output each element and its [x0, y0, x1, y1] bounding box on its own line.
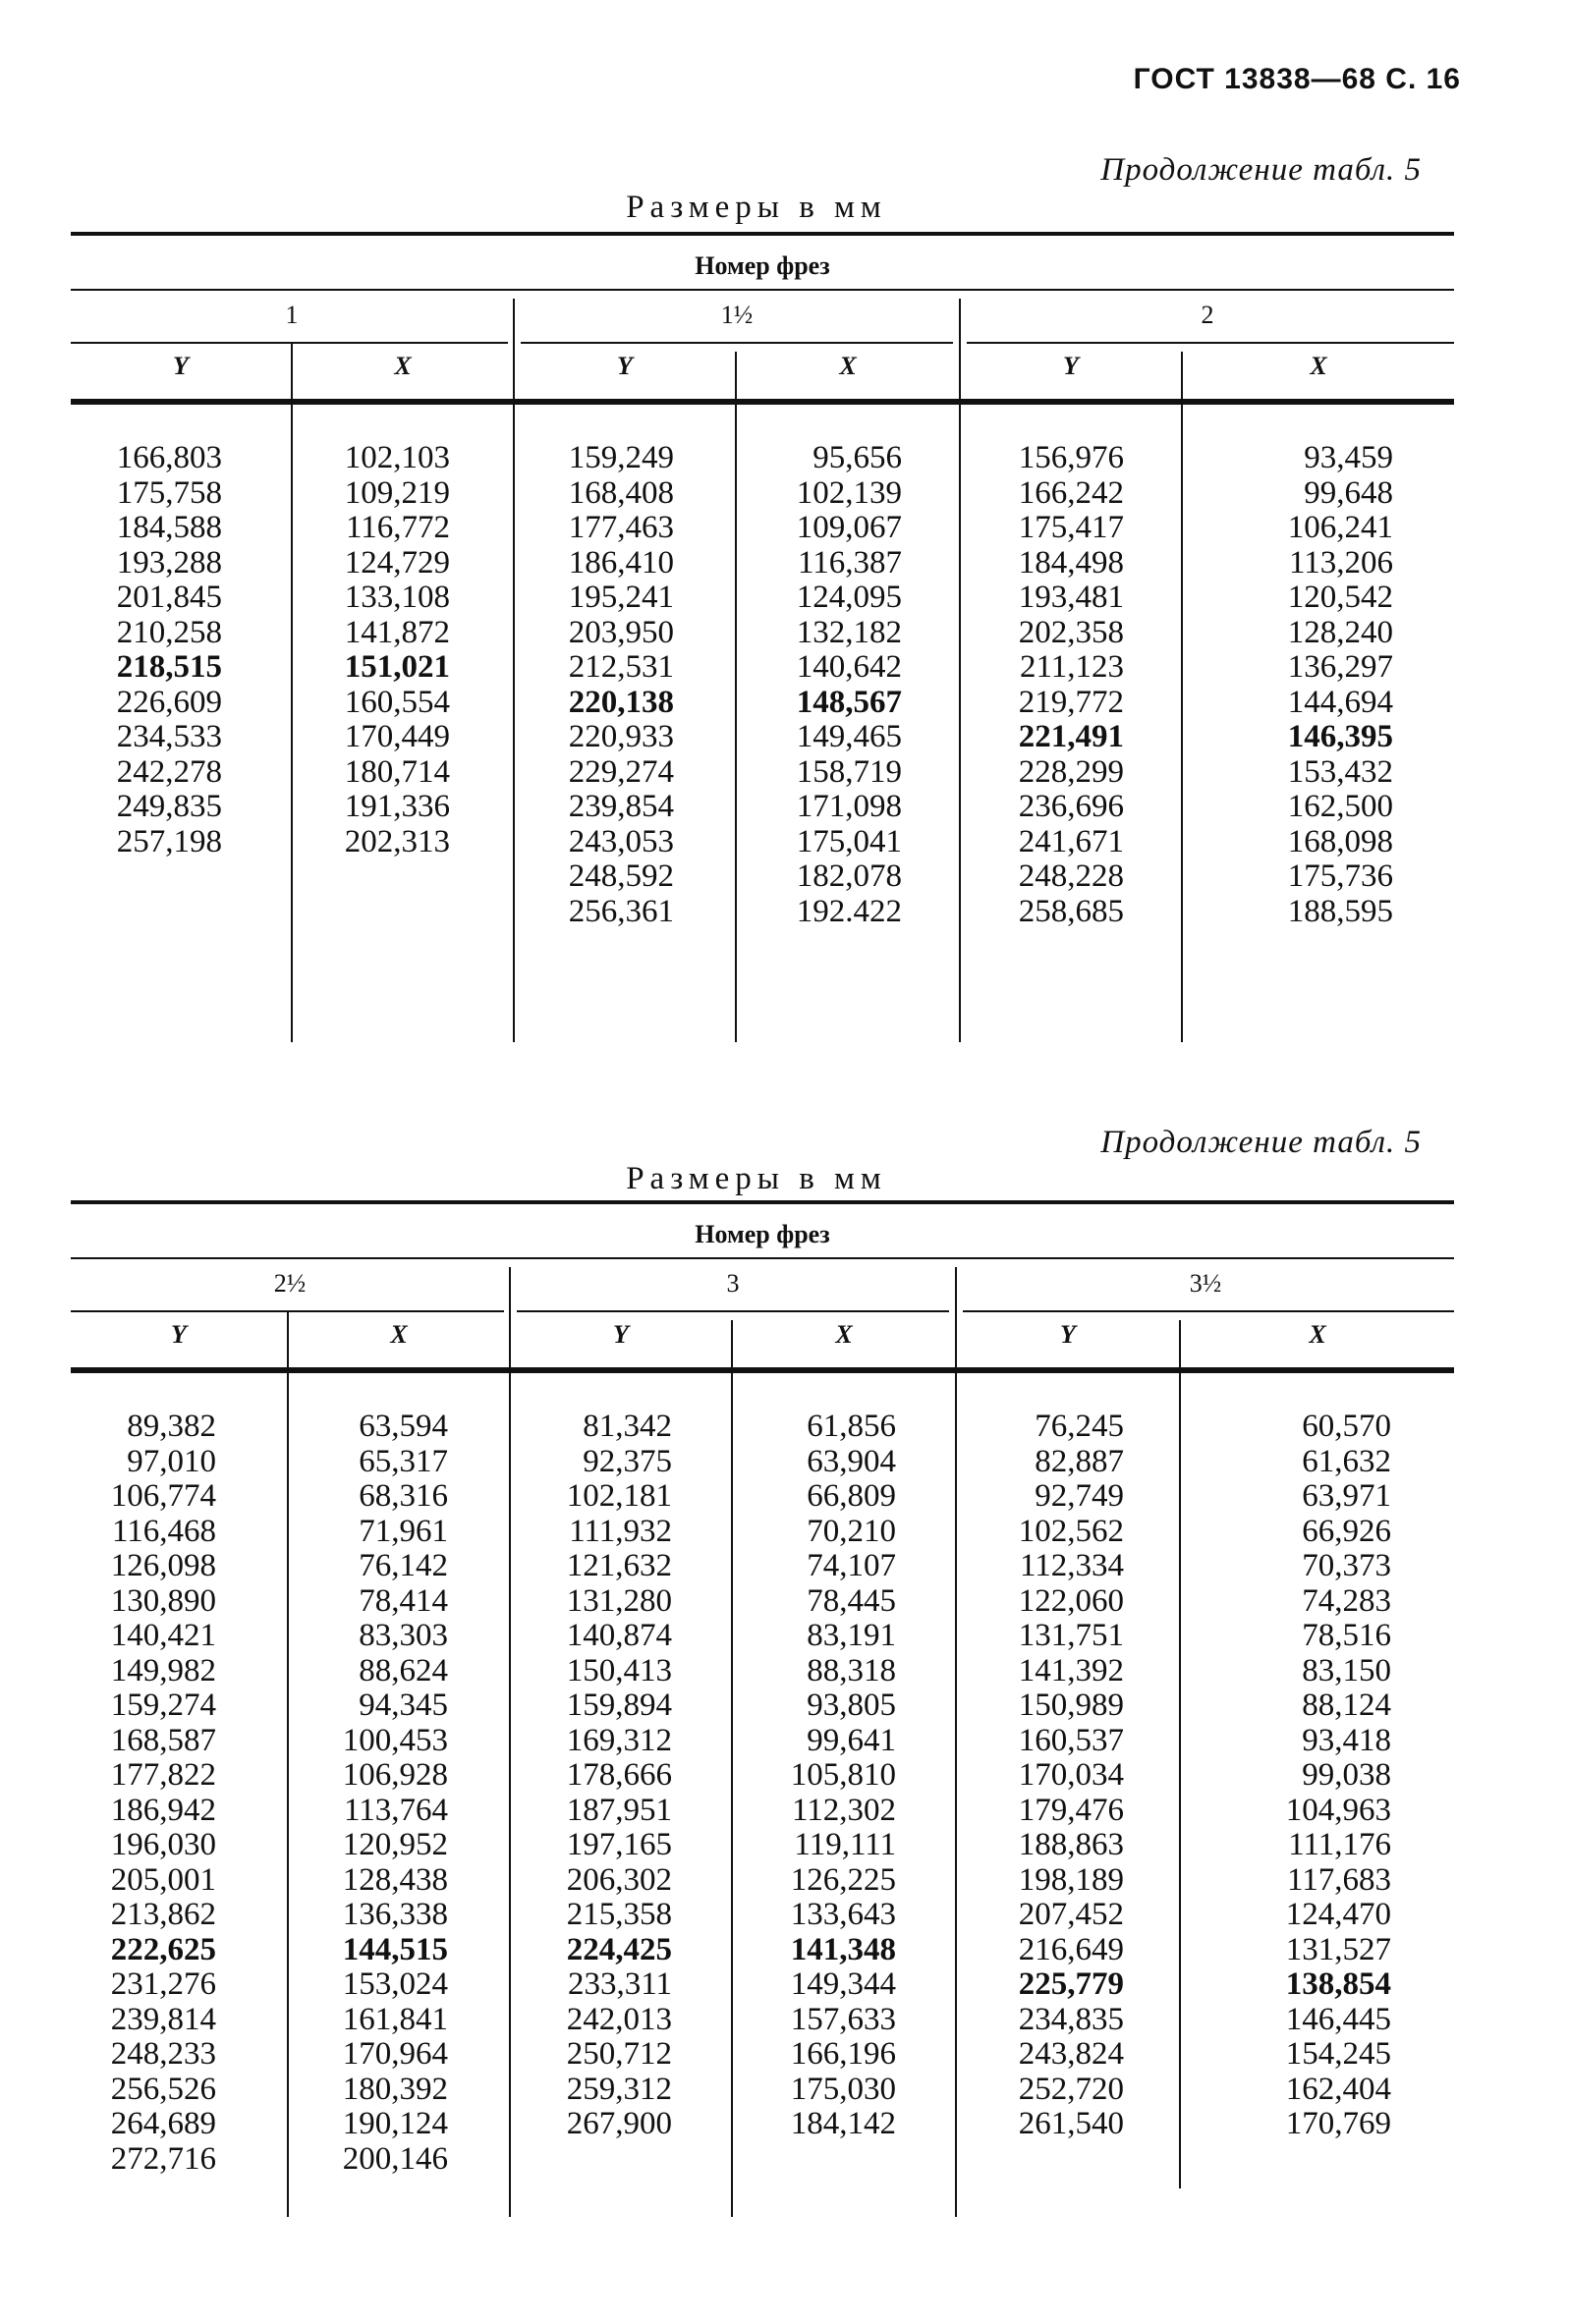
col-label: X	[839, 352, 857, 380]
column-y-1-5	[515, 441, 674, 929]
table-cell: 141,872	[344, 614, 450, 650]
column-x-3-5	[1181, 1410, 1391, 2142]
table-cell: 162,500	[1287, 789, 1393, 824]
table-cell: 104,963	[1285, 1792, 1391, 1828]
group-rule	[71, 342, 508, 344]
table-cell: 74,283	[1302, 1582, 1391, 1619]
table-cell: 141,392	[1018, 1652, 1124, 1688]
table-cell: 203,950	[568, 614, 674, 650]
table-cell: 105,810	[790, 1757, 896, 1793]
col-label: Y	[613, 1320, 629, 1349]
table-cell: 68,316	[359, 1478, 448, 1514]
table-cell: 66,926	[1302, 1513, 1391, 1549]
table-cell: 144,694	[1287, 684, 1393, 720]
table-cell: 120,542	[1287, 580, 1393, 615]
table-cell: 81,342	[583, 1409, 672, 1444]
column-divider	[735, 352, 737, 399]
table-cell: 141,348	[790, 1931, 896, 1967]
header-rule	[71, 289, 1454, 291]
table-cell: 159,274	[110, 1688, 216, 1723]
table-cell: 233,311	[567, 1966, 672, 2002]
table-cell: 71,961	[359, 1513, 448, 1549]
table-cell: 150,413	[566, 1652, 672, 1688]
table-cell: 184,588	[116, 510, 222, 545]
group-label-1: 2½	[273, 1269, 307, 1298]
table-cell: 264,689	[110, 2106, 216, 2141]
table-cell: 168,098	[1287, 823, 1393, 859]
table-cell: 224,425	[566, 1931, 672, 1967]
column-y-1	[71, 441, 222, 859]
column-x-2	[1183, 441, 1393, 929]
header-bottom-rule	[71, 1367, 1454, 1373]
table-cell: 131,527	[1285, 1931, 1391, 1967]
table-cell: 222,625	[110, 1931, 216, 1967]
table-cell: 170,769	[1285, 2106, 1391, 2141]
group-rule	[517, 1310, 949, 1312]
table-cell: 74,107	[807, 1548, 896, 1583]
table-cell: 193,481	[1018, 580, 1124, 615]
table-cell: 157,633	[790, 2001, 896, 2037]
col-label: X	[390, 1320, 408, 1349]
table-cell: 144,515	[342, 1931, 448, 1967]
table-top-rule	[71, 1200, 1454, 1204]
table-cell: 171,098	[796, 789, 902, 824]
table-cell: 159,894	[566, 1688, 672, 1723]
table-cell: 267,900	[566, 2106, 672, 2141]
continuation-label-2: Продолжение табл. 5	[1100, 1125, 1422, 1160]
table-cell: 121,632	[566, 1548, 672, 1583]
table-cell: 179,476	[1018, 1792, 1124, 1828]
table-cell: 243,053	[568, 823, 674, 859]
table-cell: 202,313	[344, 823, 450, 859]
col-label: X	[835, 1320, 853, 1349]
table-cell: 112,302	[791, 1792, 896, 1828]
table-cell: 175,030	[790, 2071, 896, 2107]
table-cell: 249,835	[116, 789, 222, 824]
table-cell: 243,824	[1018, 2036, 1124, 2072]
table-cell: 126,098	[110, 1548, 216, 1583]
table-cell: 70,373	[1302, 1548, 1391, 1583]
table-cell: 83,303	[359, 1618, 448, 1653]
group-header: Номер фрез	[695, 1220, 830, 1248]
table-cell: 102,181	[566, 1478, 672, 1514]
column-x-1-5	[737, 441, 902, 929]
table-cell: 106,241	[1287, 510, 1393, 545]
column-y-2-5	[71, 1410, 216, 2177]
table-cell: 88,624	[359, 1652, 448, 1688]
table-cell: 221,491	[1018, 719, 1124, 754]
table-cell: 211,123	[1019, 649, 1124, 685]
table-cell: 92,375	[583, 1443, 672, 1479]
table-cell: 242,013	[566, 2001, 672, 2037]
table-cell: 162,404	[1285, 2071, 1391, 2107]
table-cell: 180,392	[342, 2071, 448, 2107]
table-cell: 78,445	[807, 1582, 896, 1619]
table-cell: 210,258	[116, 614, 222, 650]
table-cell: 130,890	[110, 1582, 216, 1619]
table-cell: 136,297	[1287, 649, 1393, 685]
table-cell: 175,758	[116, 474, 222, 511]
table-cell: 63,971	[1302, 1478, 1391, 1514]
group-rule	[967, 342, 1454, 344]
table-cell: 170,034	[1018, 1757, 1124, 1793]
table-cell: 113,206	[1288, 544, 1393, 581]
table-cell: 226,609	[116, 684, 222, 720]
table-cell: 175,041	[796, 823, 902, 859]
group-label-3: 2	[1201, 301, 1214, 329]
table-cell: 215,358	[566, 1897, 672, 1932]
table-cell: 239,814	[110, 2001, 216, 2037]
table-cell: 186,942	[110, 1792, 216, 1828]
group-rule	[963, 1310, 1454, 1312]
table-cell: 158,719	[796, 753, 902, 790]
table-cell: 256,526	[110, 2071, 216, 2107]
table-cell: 200,146	[342, 2140, 448, 2177]
table-cell: 207,452	[1018, 1897, 1124, 1932]
table-cell: 93,459	[1304, 440, 1393, 475]
col-label: Y	[1063, 352, 1079, 380]
col-label: Y	[173, 352, 189, 380]
table-cell: 159,249	[568, 440, 674, 475]
table-cell: 65,317	[359, 1443, 448, 1479]
table-cell: 195,241	[568, 580, 674, 615]
table-cell: 149,465	[796, 719, 902, 754]
table-cell: 112,334	[1019, 1548, 1124, 1583]
group-rule	[521, 342, 953, 344]
table-cell: 261,540	[1018, 2106, 1124, 2141]
col-label: Y	[171, 1320, 187, 1349]
table-cell: 178,666	[566, 1757, 672, 1793]
table-cell: 229,274	[568, 753, 674, 790]
table-cell: 175,417	[1018, 510, 1124, 545]
table-cell: 188,595	[1287, 893, 1393, 929]
table-cell: 109,067	[796, 510, 902, 545]
table-cell: 111,932	[569, 1513, 672, 1549]
table-cell: 128,240	[1287, 614, 1393, 650]
col-label: X	[1310, 352, 1327, 380]
table-cell: 116,387	[797, 544, 902, 581]
table-cell: 102,103	[344, 440, 450, 475]
table-cell: 160,554	[344, 684, 450, 720]
table-cell: 198,189	[1018, 1861, 1124, 1898]
table-cell: 154,245	[1285, 2036, 1391, 2072]
group-label-2: 3	[726, 1269, 740, 1298]
table-cell: 225,779	[1018, 1966, 1124, 2002]
table-cell: 153,024	[342, 1966, 448, 2002]
table-cell: 111,176	[1288, 1827, 1391, 1862]
units-label-1: Размеры в мм	[626, 190, 887, 225]
col-label: X	[1309, 1320, 1326, 1349]
table-cell: 122,060	[1018, 1582, 1124, 1619]
table-cell: 78,414	[359, 1582, 448, 1619]
table-cell: 60,570	[1302, 1409, 1391, 1444]
table-cell: 61,856	[807, 1409, 896, 1444]
table-cell: 149,982	[110, 1652, 216, 1688]
table-cell: 187,951	[566, 1792, 672, 1828]
table-cell: 106,928	[342, 1757, 448, 1793]
group-label-2: 1½	[720, 301, 754, 329]
table-top-rule	[71, 232, 1454, 236]
table-cell: 257,198	[116, 823, 222, 859]
table-cell: 153,432	[1287, 753, 1393, 790]
table-cell: 106,774	[110, 1478, 216, 1514]
table-cell: 180,714	[344, 753, 450, 790]
table-cell: 119,111	[794, 1827, 896, 1862]
table-cell: 236,696	[1018, 789, 1124, 824]
table-cell: 70,210	[807, 1513, 896, 1549]
table-cell: 88,124	[1302, 1688, 1391, 1723]
table-cell: 170,964	[342, 2036, 448, 2072]
table-cell: 83,191	[807, 1618, 896, 1653]
table-cell: 175,736	[1287, 858, 1393, 894]
table-cell: 191,336	[344, 789, 450, 824]
table-cell: 177,463	[568, 510, 674, 545]
table-cell: 95,656	[813, 440, 902, 475]
table-cell: 212,531	[568, 649, 674, 685]
table-cell: 89,382	[127, 1409, 216, 1444]
table-cell: 177,822	[110, 1757, 216, 1793]
table-cell: 120,952	[342, 1827, 448, 1862]
table-cell: 146,395	[1287, 719, 1393, 754]
table-cell: 220,933	[568, 719, 674, 754]
table-cell: 234,835	[1018, 2001, 1124, 2037]
table-cell: 239,854	[568, 789, 674, 824]
table-cell: 256,361	[568, 893, 674, 929]
table-cell: 124,470	[1285, 1897, 1391, 1932]
table-cell: 213,862	[110, 1897, 216, 1932]
table-cell: 197,165	[566, 1827, 672, 1862]
table-cell: 88,318	[807, 1652, 896, 1688]
column-x-3	[733, 1410, 896, 2142]
table-cell: 66,809	[807, 1478, 896, 1514]
table-cell: 126,225	[790, 1861, 896, 1898]
column-divider	[291, 344, 293, 399]
table-cell: 206,302	[566, 1861, 672, 1898]
table-cell: 205,001	[110, 1861, 216, 1898]
table-cell: 231,276	[110, 1966, 216, 2002]
table-cell: 148,567	[796, 684, 902, 720]
table-cell: 250,712	[566, 2036, 672, 2072]
table-cell: 140,642	[796, 649, 902, 685]
table-cell: 186,410	[568, 544, 674, 581]
continuation-label-1: Продолжение табл. 5	[1100, 152, 1422, 188]
column-x-2-5	[289, 1410, 448, 2177]
table-cell: 160,537	[1018, 1722, 1124, 1758]
table-cell: 170,449	[344, 719, 450, 754]
table-cell: 83,150	[1302, 1652, 1391, 1688]
table-cell: 61,632	[1302, 1443, 1391, 1479]
table-cell: 149,344	[790, 1966, 896, 2002]
column-divider	[731, 1320, 733, 1367]
table-cell: 100,453	[342, 1722, 448, 1758]
table-cell: 131,280	[566, 1582, 672, 1619]
table-cell: 150,989	[1018, 1688, 1124, 1723]
table-cell: 161,841	[342, 2001, 448, 2037]
table-cell: 169,312	[566, 1722, 672, 1758]
table-cell: 131,751	[1018, 1618, 1124, 1653]
table-cell: 138,854	[1285, 1966, 1391, 2002]
units-label-2: Размеры в мм	[626, 1161, 887, 1196]
table-cell: 128,438	[342, 1861, 448, 1898]
column-divider	[287, 1312, 289, 1367]
table-cell: 116,468	[111, 1513, 216, 1549]
table-cell: 76,142	[359, 1548, 448, 1583]
table-cell: 234,533	[116, 719, 222, 754]
table-cell: 168,408	[568, 474, 674, 511]
column-y-3	[511, 1410, 672, 2142]
table-cell: 166,803	[116, 440, 222, 475]
group-label-1: 1	[285, 301, 299, 329]
header-rule	[71, 1257, 1454, 1259]
table-cell: 166,196	[790, 2036, 896, 2072]
col-label: X	[394, 352, 412, 380]
column-divider	[1181, 352, 1183, 399]
table-cell: 196,030	[110, 1827, 216, 1862]
table-cell: 93,805	[807, 1688, 896, 1723]
table-cell: 228,299	[1018, 753, 1124, 790]
table-cell: 248,228	[1018, 858, 1124, 894]
table-cell: 82,887	[1035, 1443, 1124, 1479]
table-cell: 94,345	[359, 1688, 448, 1723]
table-cell: 140,421	[110, 1618, 216, 1653]
table-cell: 241,671	[1018, 823, 1124, 859]
table-cell: 220,138	[568, 684, 674, 720]
table-cell: 117,683	[1286, 1861, 1391, 1898]
data-table-2	[71, 1200, 1454, 2217]
table-cell: 102,562	[1018, 1513, 1124, 1549]
table-cell: 248,233	[110, 2036, 216, 2072]
table-cell: 92,749	[1035, 1478, 1124, 1514]
page-header: ГОСТ 13838—68 С. 16	[1133, 63, 1461, 95]
table-cell: 190,124	[342, 2106, 448, 2141]
table-cell: 188,863	[1018, 1827, 1124, 1862]
table-cell: 258,685	[1018, 893, 1124, 929]
table-cell: 193,288	[116, 544, 222, 581]
table-cell: 218,515	[116, 649, 222, 685]
table-cell: 146,445	[1285, 2001, 1391, 2037]
table-cell: 133,643	[790, 1897, 896, 1932]
table-cell: 99,648	[1304, 474, 1393, 511]
table-cell: 113,764	[343, 1792, 448, 1828]
table-cell: 216,649	[1018, 1931, 1124, 1967]
table-cell: 156,976	[1018, 440, 1124, 475]
table-cell: 76,245	[1035, 1409, 1124, 1444]
table-cell: 166,242	[1018, 474, 1124, 511]
table-cell: 151,021	[344, 649, 450, 685]
table-cell: 219,772	[1018, 684, 1124, 720]
table-cell: 116,772	[345, 510, 450, 545]
group-label-3: 3½	[1189, 1269, 1222, 1298]
table-cell: 202,358	[1018, 614, 1124, 650]
table-cell: 168,587	[110, 1722, 216, 1758]
table-cell: 140,874	[566, 1618, 672, 1653]
table-cell: 63,904	[807, 1443, 896, 1479]
table-cell: 78,516	[1302, 1618, 1391, 1653]
table-cell: 97,010	[127, 1443, 216, 1479]
table-cell: 63,594	[359, 1409, 448, 1444]
table-cell: 182,078	[796, 858, 902, 894]
column-x-1	[293, 441, 450, 859]
table-cell: 252,720	[1018, 2071, 1124, 2107]
table-cell: 272,716	[110, 2140, 216, 2177]
column-y-2	[961, 441, 1124, 929]
table-cell: 136,338	[342, 1897, 448, 1932]
table-cell: 99,038	[1302, 1757, 1391, 1793]
table-cell: 248,592	[568, 858, 674, 894]
table-cell: 109,219	[344, 474, 450, 511]
table-cell: 124,729	[344, 544, 450, 581]
table-cell: 93,418	[1302, 1722, 1391, 1758]
table-cell: 132,182	[796, 614, 902, 650]
col-label: Y	[617, 352, 633, 380]
table-cell: 102,139	[796, 474, 902, 511]
table-cell: 99,641	[807, 1722, 896, 1758]
table-cell: 201,845	[116, 580, 222, 615]
table-cell: 259,312	[566, 2071, 672, 2107]
column-divider	[1179, 1320, 1181, 1367]
table-cell: 133,108	[344, 580, 450, 615]
column-y-3-5	[957, 1410, 1124, 2142]
data-table-1	[71, 232, 1454, 1042]
header-bottom-rule	[71, 399, 1454, 405]
col-label: Y	[1060, 1320, 1076, 1349]
table-cell: 242,278	[116, 753, 222, 790]
table-cell: 184,498	[1018, 544, 1124, 581]
table-cell: 124,095	[796, 580, 902, 615]
group-header: Номер фрез	[695, 251, 830, 280]
table-cell: 192.422	[796, 893, 902, 929]
table-cell: 184,142	[790, 2106, 896, 2141]
